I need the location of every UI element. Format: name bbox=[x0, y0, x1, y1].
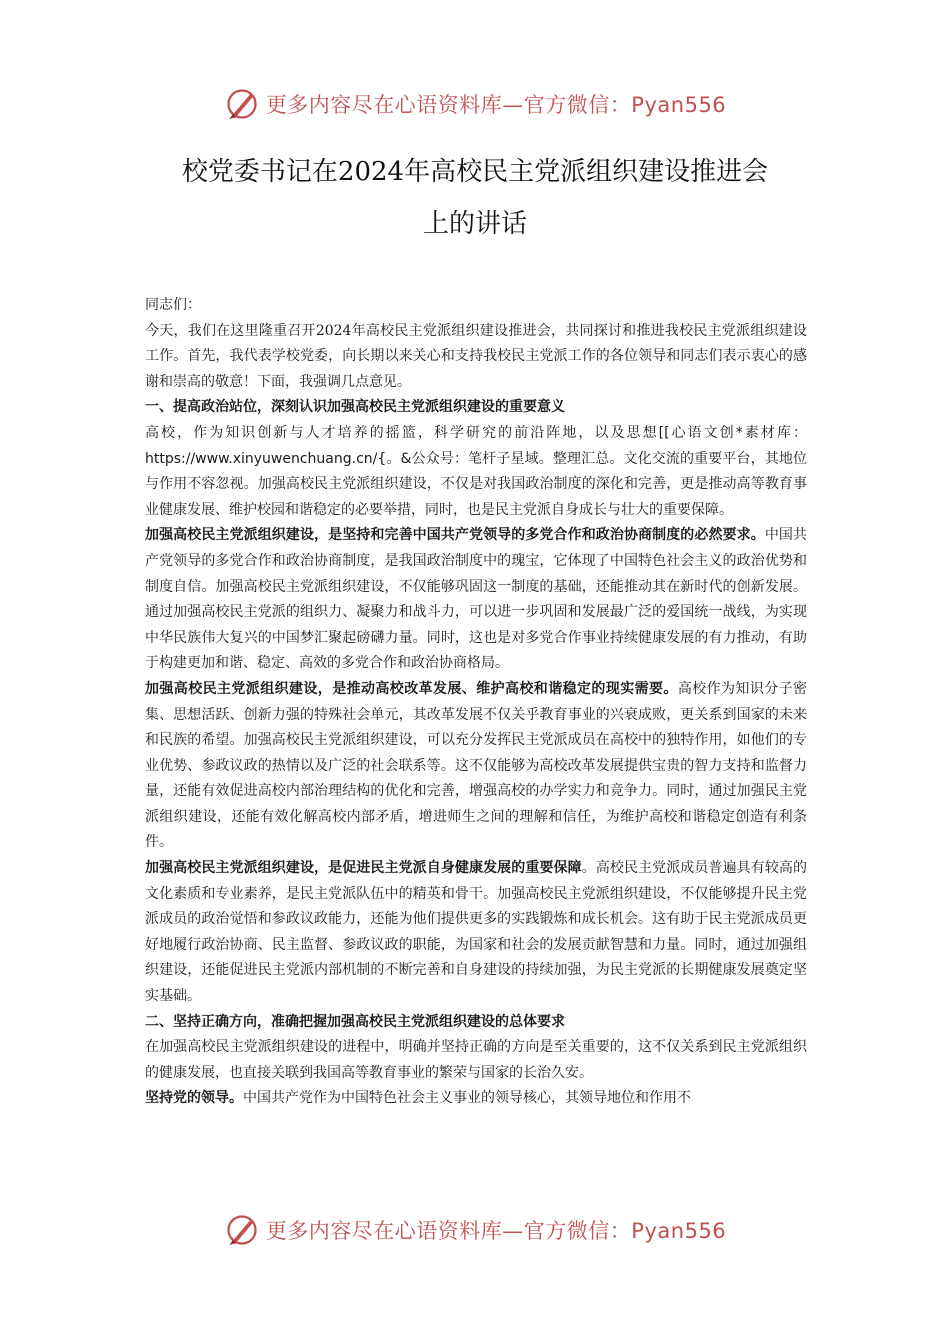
paragraph-3-lead: 加强高校民主党派组织建设，是促进民主党派自身健康发展的重要保障 bbox=[145, 860, 582, 877]
section-1-intro: 高校，作为知识创新与人才培养的摇篮，科学研究的前沿阵地，以及思想[[心语文创*素材库：https://www.xinyuwenchuang.cn/{。&公众号：笔杆子星域。整理汇总。文化交流的重要平台，其地位与作用不容忽视。加强高校民主党派组织建设，不仅是对我国政治制度的深化和完善，更是推动高等教育事业健康发展、维护校园和谐稳定的必要举措，同时，也是民主党派自身成长与壮大的重要保障。 bbox=[145, 424, 807, 518]
intro-paragraph: 今天，我们在这里隆重召开2024年高校民主党派组织建设推进会，共同探讨和推进我校民主党派组织建设工作。首先，我代表学校党委，向长期以来关心和支持我校民主党派工作的各位领导和同志们表示衷心的感谢和崇高的敬意！下面，我强调几点意见。 bbox=[145, 322, 807, 390]
paragraph-2 bbox=[145, 677, 807, 856]
greeting: 同志们： bbox=[145, 297, 201, 313]
paragraph-4 bbox=[145, 1086, 807, 1112]
footer-banner bbox=[0, 1206, 950, 1254]
pen-logo-icon bbox=[224, 1212, 260, 1248]
paragraph-1-body: 中国共产党领导的多党合作和政治协商制度，是我国政治制度中的瑰宝，它体现了中国特色社会主义的政治优势和制度自信。加强高校民主党派组织建设，不仅能够巩固这一制度的基础，还能推动其在新时代的创新发展。通过加强高校民主党派的组织力、凝聚力和战斗力，可以进一步巩固和发展最广泛的爱国统一战线，为实现中华民族伟大复兴的中国梦汇聚起磅礴力量。同时，这也是对多党合作事业持续健康发展的有力推动，有助于构建更加和谐、稳定、高效的多党合作和政治协商格局。 bbox=[145, 527, 808, 672]
title-line-2: 上的讲话 bbox=[422, 209, 527, 239]
pen-logo-icon bbox=[224, 86, 260, 122]
header-banner bbox=[0, 80, 950, 128]
paragraph-2-body: 高校作为知识分子密集、思想活跃、创新力强的特殊社会单元，其改革发展不仅关乎教育事业的兴衰成败，更关系到国家的未来和民族的希望。加强高校民主党派组织建设，可以充分发挥民主党派成员在高校中的独特作用，如他们的专业优势、参政议政的热情以及广泛的社会联系等。这不仅能够为高校改革发展提供宝贵的智力支持和监督力量，还能有效促进高校内部治理结构的优化和完善，增强高校的办学实力和竞争力。同时，通过加强民主党派组织建设，还能有效化解高校内部矛盾，增进师生之间的理解和信任，为维护高校和谐稳定创造有利条件。 bbox=[145, 680, 808, 851]
page-title bbox=[130, 146, 820, 250]
section-2-heading: 二、坚持正确方向，准确把握加强高校民主党派组织建设的总体要求 bbox=[145, 1013, 565, 1030]
paragraph-4-lead: 坚持党的领导。 bbox=[145, 1090, 243, 1107]
banner-text: 更多内容尽在心语资料库—官方微信：Pyan556 bbox=[265, 1219, 727, 1243]
paragraph-3 bbox=[145, 856, 807, 1010]
section-1-heading: 一、提高政治站位，深刻认识加强高校民主党派组织建设的重要意义 bbox=[145, 399, 565, 416]
paragraph-2-lead: 加强高校民主党派组织建设，是推动高校改革发展、维护高校和谐稳定的现实需要。 bbox=[145, 680, 678, 697]
paragraph-1 bbox=[145, 523, 807, 677]
section-2-intro: 在加强高校民主党派组织建设的进程中，明确并坚持正确的方向是至关重要的，这不仅关系到民主党派组织的健康发展，也直接关联到我国高等教育事业的繁荣与国家的长治久安。 bbox=[145, 1039, 807, 1081]
paragraph-4-body: 中国共产党作为中国特色社会主义事业的领导核心，其领导地位和作用不 bbox=[243, 1090, 691, 1107]
paragraph-1-lead: 加强高校民主党派组织建设，是坚持和完善中国共产党领导的多党合作和政治协商制度的必然要求。 bbox=[145, 527, 765, 544]
document-body bbox=[145, 293, 807, 1112]
title-line-1: 校党委书记在2024年高校民主党派组织建设推进会 bbox=[181, 157, 769, 187]
banner-text: 更多内容尽在心语资料库—官方微信：Pyan556 bbox=[265, 93, 727, 117]
paragraph-3-body: 。高校民主党派成员普遍具有较高的文化素质和专业素养，是民主党派队伍中的精英和骨干。加强高校民主党派组织建设，不仅能够提升民主党派成员的政治觉悟和参政议政能力，还能为他们提供更多的实践锻炼和成长机会。这有助于民主党派成员更好地履行政治协商、民主监督、参政议政的职能，为国家和社会的发展贡献智慧和力量。同时，通过加强组织建设，还能促进民主党派内部机制的不断完善和自身建设的持续加强，为民主党派的长期健康发展奠定坚实基础。 bbox=[145, 860, 808, 1005]
